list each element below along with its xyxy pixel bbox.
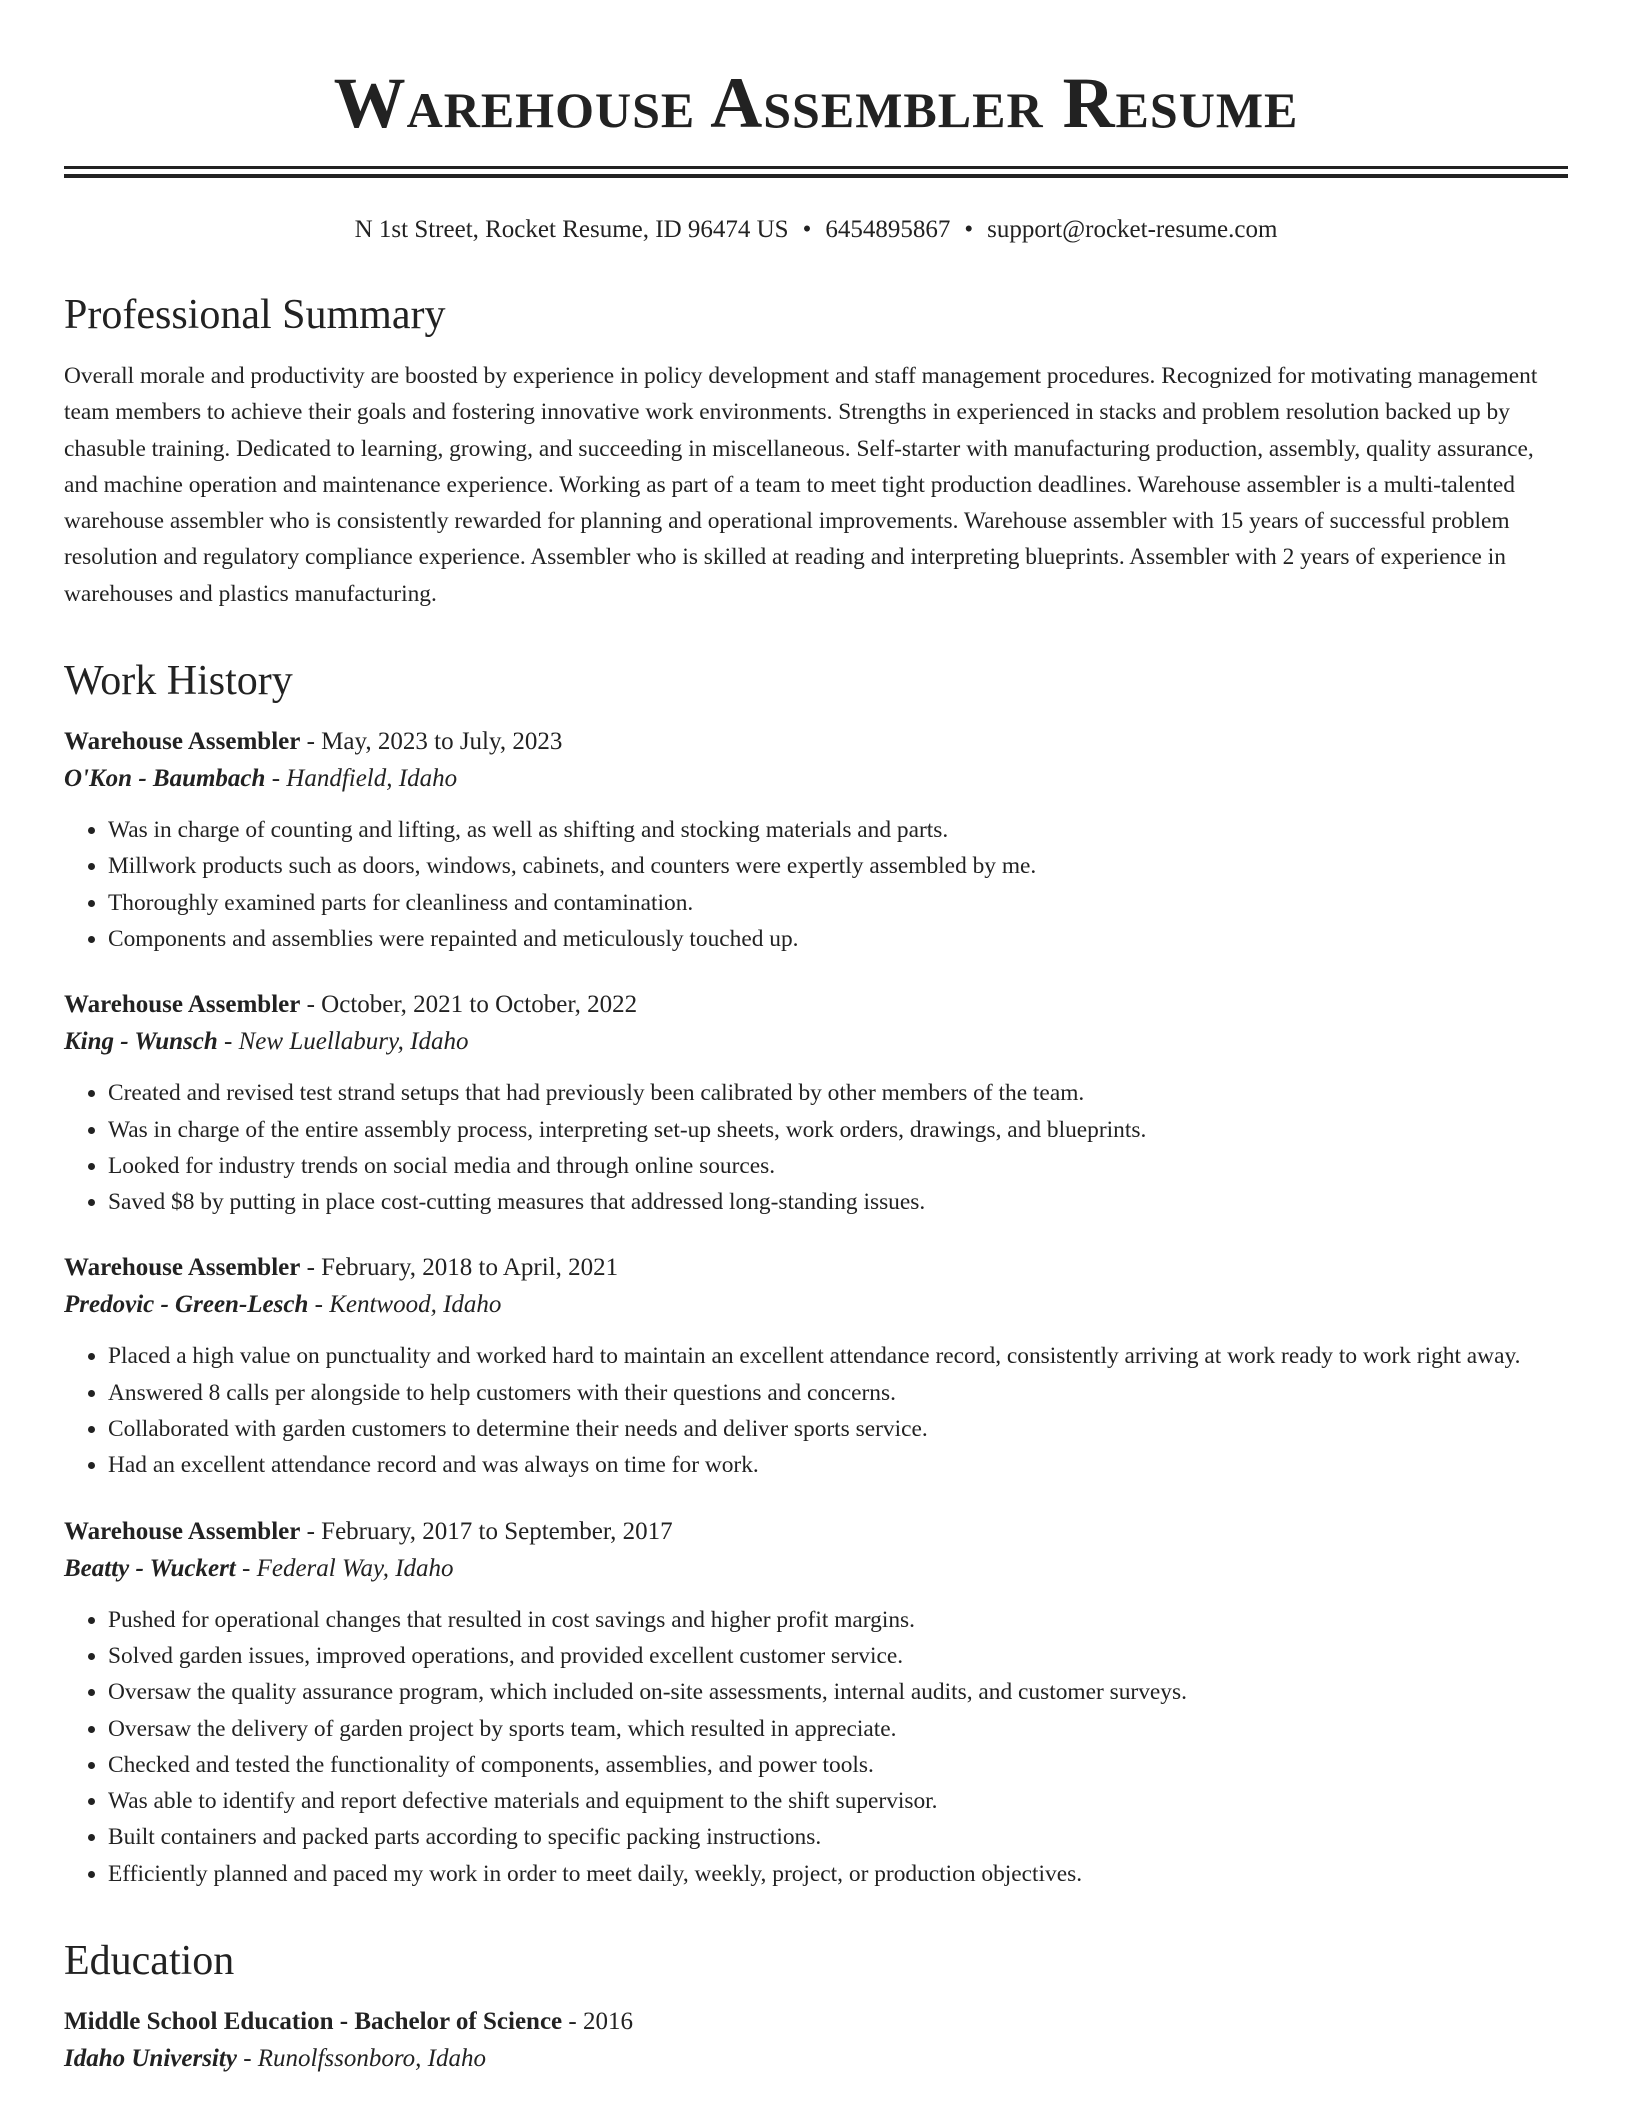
job-company: King - Wunsch (64, 1028, 218, 1056)
education-list (64, 2004, 1568, 2078)
work-history-section (64, 656, 1568, 1892)
job-location: - Handfield, Idaho (265, 765, 458, 793)
duty-item: • Components and assemblies were repainted and meticulously touched up. (108, 921, 1568, 957)
duty-item: • Oversaw the delivery of garden project by sports team, which resulted in appreciate. (108, 1711, 1568, 1747)
work-history-heading: Work History (64, 658, 293, 705)
job-header (64, 1514, 1568, 1550)
job-dates: - May, 2023 to July, 2023 (300, 728, 563, 756)
duty-item: • Millwork products such as doors, windows, cabinets, and counters were expertly assembled by me. (108, 848, 1568, 884)
job-duties (64, 1338, 1568, 1483)
job-company: Predovic - Green-Lesch (64, 1291, 309, 1319)
summary-section (64, 290, 1568, 612)
job-company: Beatty - Wuckert (64, 1554, 236, 1582)
duty-item: • Was in charge of counting and lifting, as well as shifting and stocking materials and parts. (108, 812, 1568, 848)
duty-item: • Oversaw the quality assurance program, which included on-site assessments, internal audits, and customer surveys. (108, 1674, 1568, 1710)
duty-item: • Saved $8 by putting in place cost-cutting measures that addressed long-standing issues. (108, 1184, 1568, 1220)
job-dates: - October, 2021 to October, 2022 (300, 991, 638, 1019)
job-header (64, 724, 1568, 760)
job-role: Warehouse Assembler (64, 991, 301, 1019)
job-location: - New Luellabury, Idaho (217, 1028, 469, 1056)
education-section (64, 1936, 1568, 2078)
duty-item: • Was able to identify and report defective materials and equipment to the shift supervisor. (108, 1783, 1568, 1819)
job-employer (64, 760, 1568, 798)
education-entry (64, 2004, 1568, 2078)
duty-item: • Was in charge of the entire assembly process, interpreting set-up sheets, work orders, drawings, and blueprints. (108, 1112, 1568, 1148)
contact-line (64, 214, 1568, 246)
job-entry (64, 724, 1568, 957)
job-role: Warehouse Assembler (64, 1517, 301, 1545)
summary-heading: Professional Summary (64, 292, 446, 338)
job-employer (64, 1550, 1568, 1588)
contact-separator: • (802, 216, 812, 243)
job-duties (64, 812, 1568, 957)
duty-item: • Created and revised test strand setups that had previously been calibrated by other members of the team. (108, 1075, 1568, 1111)
education-degree: Middle School Education - Bachelor of Science (64, 2008, 563, 2036)
duty-item: • Efficiently planned and paced my work in order to meet daily, weekly, project, or production objectives. (108, 1856, 1568, 1892)
title-rule-bottom (64, 174, 1568, 178)
job-header (64, 987, 1568, 1023)
duty-item: • Collaborated with garden customers to determine their needs and deliver sports service. (108, 1411, 1568, 1447)
job-header (64, 1250, 1568, 1286)
job-role: Warehouse Assembler (64, 1254, 301, 1282)
job-duties (64, 1602, 1568, 1892)
contact-email: support@rocket-resume.com (987, 216, 1278, 243)
job-company: O'Kon - Baumbach (64, 765, 266, 793)
job-dates: - February, 2018 to April, 2021 (300, 1254, 619, 1282)
duty-item: • Answered 8 calls per alongside to help customers with their questions and concerns. (108, 1375, 1568, 1411)
duty-item: • Looked for industry trends on social media and through online sources. (108, 1148, 1568, 1184)
duty-item: • Thoroughly examined parts for cleanliness and contamination. (108, 885, 1568, 921)
job-entry (64, 987, 1568, 1220)
job-dates: - February, 2017 to September, 2017 (300, 1517, 673, 1545)
education-year: - 2016 (562, 2008, 633, 2036)
education-header (64, 2004, 1568, 2040)
job-entry (64, 1514, 1568, 1892)
job-role: Warehouse Assembler (64, 728, 301, 756)
job-location: - Kentwood, Idaho (308, 1291, 502, 1319)
education-location: - Runolfssonboro, Idaho (236, 2045, 487, 2073)
education-school: Idaho University (64, 2045, 237, 2073)
duty-item: • Had an excellent attendance record and was always on time for work. (108, 1447, 1568, 1483)
title-rule-top (64, 166, 1568, 169)
duty-item: • Solved garden issues, improved operations, and provided excellent customer service. (108, 1638, 1568, 1674)
contact-address: N 1st Street, Rocket Resume, ID 96474 US (354, 216, 789, 243)
summary-text: Overall morale and productivity are boosted by experience in policy development and staff management procedures. Recognized for motivating management team members to achieve their goals and fostering innovative work environments. Strengths in experienced in stacks and problem resolution backed up by chasuble training. Dedicated to learning, growing, and succeeding in miscellaneous. Self-starter with manufacturing production, assembly, quality assurance, and machine operation and maintenance experience. Working as part of a team to meet tight production deadlines. Warehouse assembler is a multi-talented warehouse assembler who is consistently rewarded for planning and operational improvements. Warehouse assembler with 15 years of successful problem resolution and regulatory compliance experience. Assembler who is skilled at reading and interpreting blueprints. Assembler with 2 years of experience in warehouses and plastics manufacturing. (64, 363, 1538, 607)
contact-phone: 6454895867 (825, 216, 951, 243)
job-duties (64, 1075, 1568, 1220)
job-entry (64, 1250, 1568, 1483)
duty-item: • Pushed for operational changes that resulted in cost savings and higher profit margins. (108, 1602, 1568, 1638)
duty-item: • Placed a high value on punctuality and worked hard to maintain an excellent attendance record, consistently arriving at work ready to work right away. (108, 1338, 1568, 1374)
resume-title: Warehouse Assembler Resume (333, 63, 1299, 143)
job-list (64, 724, 1568, 1892)
education-heading: Education (64, 1938, 235, 1985)
job-employer (64, 1023, 1568, 1061)
education-institution (64, 2040, 1568, 2078)
duty-item: • Built containers and packed parts according to specific packing instructions. (108, 1819, 1568, 1855)
duty-item: • Checked and tested the functionality of components, assemblies, and power tools. (108, 1747, 1568, 1783)
job-employer (64, 1286, 1568, 1324)
contact-separator: • (964, 216, 974, 243)
job-location: - Federal Way, Idaho (235, 1554, 454, 1582)
